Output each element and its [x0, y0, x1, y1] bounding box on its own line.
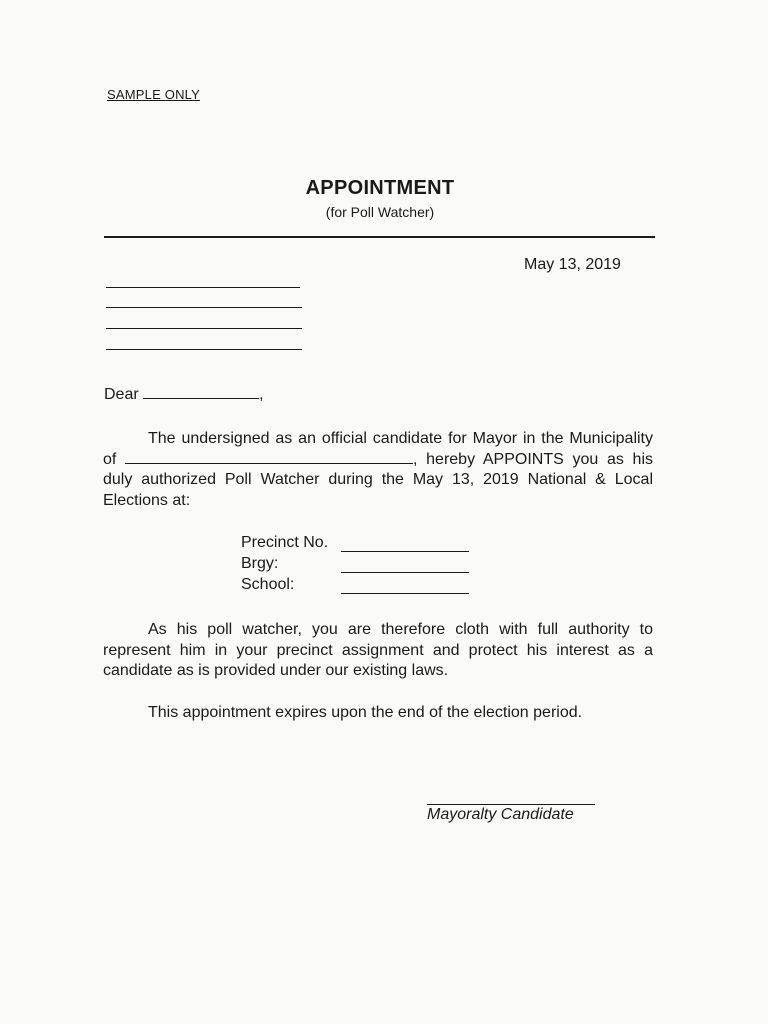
paragraph-3-text: This appointment expires upon the end of the election period. [148, 704, 583, 721]
document-title: APPOINTMENT [305, 177, 455, 199]
title-divider [104, 236, 655, 238]
municipality-blank [125, 463, 413, 464]
brgy-blank [341, 572, 469, 573]
appointment-paragraph [103, 429, 653, 511]
letter-date: May 13, 2019 [524, 256, 621, 273]
authority-paragraph [103, 620, 653, 682]
precinct-label: Precinct No. [241, 534, 329, 551]
expiry-paragraph [103, 703, 653, 724]
address-line-3 [106, 328, 302, 329]
precinct-blank [341, 551, 469, 552]
address-line-1 [106, 287, 300, 288]
document-subtitle: (for Poll Watcher) [325, 204, 435, 220]
signature-label: Mayoralty Candidate [427, 806, 574, 823]
sample-only-note: SAMPLE ONLY [107, 87, 200, 102]
salutation [104, 386, 264, 404]
signature-line [427, 804, 595, 805]
salutation-text: Dear [104, 386, 139, 403]
address-line-2 [106, 307, 302, 308]
paragraph-2-text: As his poll watcher, you are therefore cloth with full authority to represent him in your precinct assignment and protect his interest as a candidate as is provided under our existing laws. [103, 621, 653, 679]
paragraph-1-part-b: , hereby APPOINTS you as his duly authorized Poll Watcher during the May 13, 2019 National & Local Elections at: [103, 450, 653, 509]
school-label: School: [241, 576, 295, 593]
salutation-comma: , [259, 386, 264, 403]
address-line-4 [106, 349, 302, 350]
brgy-label: Brgy: [241, 555, 279, 572]
school-blank [341, 593, 469, 594]
paragraph-1-part-a: The undersigned as an official candidate for Mayor in the Municipality of [103, 430, 653, 468]
recipient-name-blank [143, 398, 259, 399]
